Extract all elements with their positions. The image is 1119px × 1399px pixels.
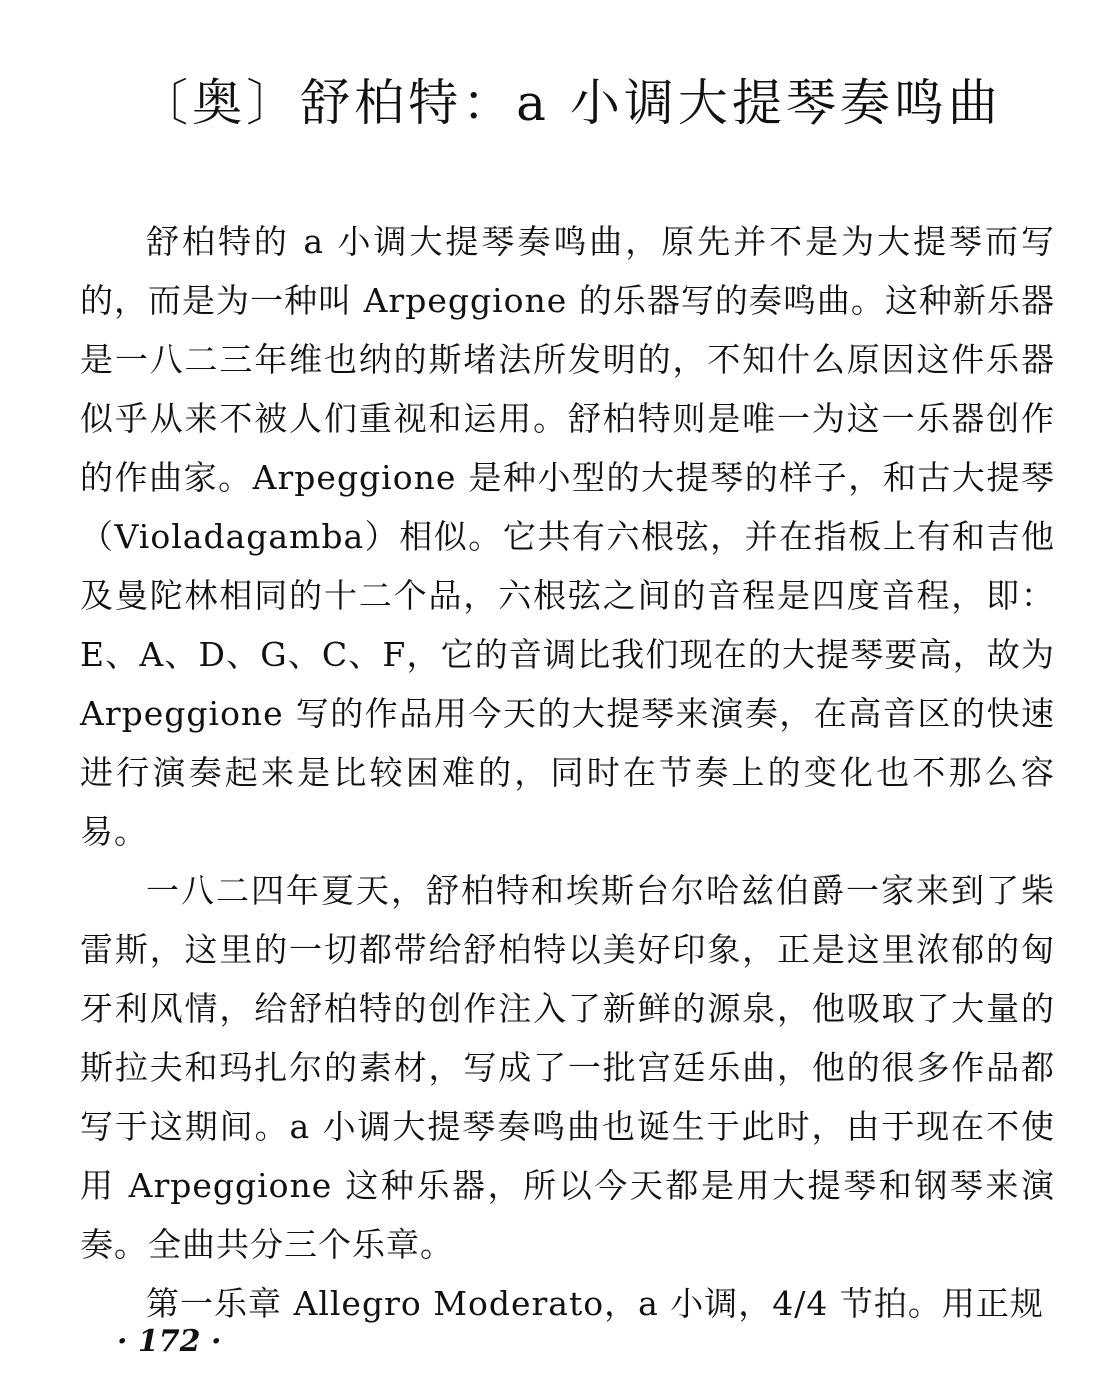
page-title: 〔奥〕舒柏特：a 小调大提琴奏鸣曲 — [138, 74, 1002, 132]
paragraph-2: 一八二四年夏天，舒柏特和埃斯台尔哈兹伯爵一家来到了柴雷斯，这里的一切都带给舒柏特以美好印象，正是这里浓郁的匈牙利风情，给舒柏特的创作注入了新鲜的源泉，他吸取了大量的斯拉夫和玛扎尔的素材，写成了一批宫廷乐曲，他的很多作品都写于这期间。a 小调大提琴奏鸣曲也诞生于此时，由于现在不使用 Arpeggione 这种乐器，所以今天都是用大提琴和钢琴来演奏。全曲共分三个乐章。 — [80, 871, 1055, 1264]
paragraph-3: 第一乐章 Allegro Moderato，a 小调，4/4 节拍。用正规 — [146, 1284, 1044, 1323]
paragraph-1: 舒柏特的 a 小调大提琴奏鸣曲，原先并不是为大提琴而写的，而是为一种叫 Arpeggione 的乐器写的奏鸣曲。这种新乐器是一八二三年维也纳的斯堵法所发明的，不知什么原因这件乐器似乎从来不被人们重视和运用。舒柏特则是唯一为这一乐器创作的作曲家。Arpeggione 是种小型的大提琴的样子，和古大提琴（Violadagamba）相似。它共有六根弦，并在指板上有和吉他及曼陀林相同的十二个品，六根弦之间的音程是四度音程，即：E、A、D、G、C、F，它的音调比我们现在的大提琴要高，故为 Arpeggione 写的作品用今天的大提琴来演奏，在高音区的快速进行演奏起来是比较困难的，同时在节奏上的变化也不那么容易。 — [80, 222, 1055, 851]
body-text — [80, 212, 1055, 1333]
page-number: · 172 · — [117, 1324, 222, 1359]
